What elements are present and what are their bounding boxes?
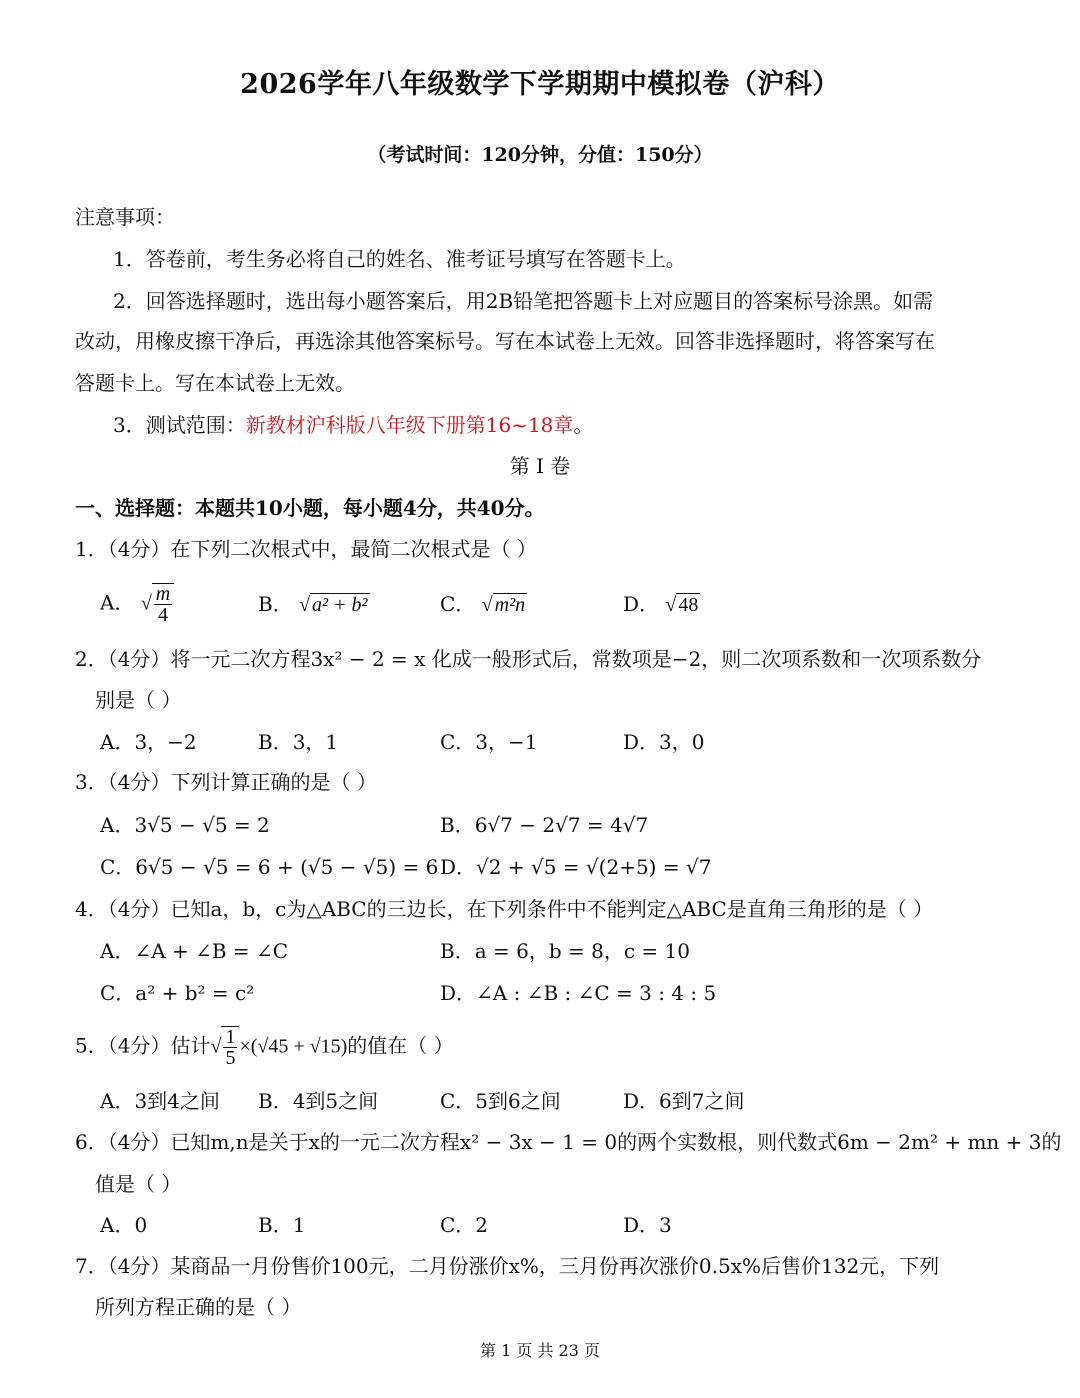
notice-item-1: 1．答卷前，考生务必将自己的姓名、准考证号填写在答题卡上。 (113, 247, 686, 271)
section-heading: 一、选择题：本题共10小题，每小题4分，共40分。 (75, 496, 545, 520)
notice-heading: 注意事项： (75, 205, 175, 229)
q1-d-label: D． (623, 592, 660, 616)
page-footer: 第 1 页 共 23 页 (480, 1341, 600, 1360)
notice-item-2-line3: 答题卡上。写在本试卷上无效。 (75, 371, 355, 395)
q5-option-b: B．4到5之间 (258, 1089, 379, 1113)
exam-info: （考试时间：120分钟，分值：150分） (367, 144, 713, 166)
notice-item-3 (113, 411, 593, 439)
q6-option-a: A．0 (100, 1213, 148, 1237)
q1-option-a (100, 583, 174, 625)
q1-a-numerator: m (155, 583, 171, 605)
q3-option-a: A．3√5 − √5 = 2 (100, 813, 270, 837)
notice-item-2-line1: 2．回答选择题时，选出每小题答案后，用2B铅笔把答题卡上对应题目的答案标号涂黑。如需 (113, 289, 934, 313)
q1-a-denominator: 4 (158, 604, 169, 626)
q6-option-d: D．3 (623, 1213, 672, 1237)
q6-stem-line2: 值是（ ） (95, 1172, 182, 1196)
sqrt-icon: √ (140, 592, 152, 615)
q3-stem: 3．（4分）下列计算正确的是（ ） (75, 770, 377, 794)
q1-a-fraction (152, 583, 174, 625)
q2-option-d: D．3，0 (623, 730, 705, 754)
q1-c-label: C． (440, 592, 476, 616)
q6-stem-line1: 6．（4分）已知m,n是关于x的一元二次方程x² − 3x − 1 = 0的两个实数根，则代数式6m − 2m² + mn + 3的 (75, 1130, 1062, 1154)
q4-option-a: A．∠A + ∠B = ∠C (100, 939, 289, 963)
q1-b-expr: a² + b² (312, 594, 368, 616)
q5-numerator: 1 (225, 1026, 236, 1048)
q2-stem-line1: 2．（4分）将一元二次方程3x² − 2 = x 化成一般形式后，常数项是−2，则二次项系数和一次项系数分 (75, 647, 982, 671)
q1-option-d (623, 590, 700, 619)
q4-option-d: D．∠A : ∠B : ∠C = 3 : 4 : 5 (440, 981, 717, 1005)
q5-option-a: A．3到4之间 (100, 1089, 220, 1113)
volume-label: 第 I 卷 (509, 454, 571, 478)
q7-stem-line1: 7．（4分）某商品一月份售价100元，二月份涨价x%，三月份再次涨价0.5x%后售价132元，下列 (75, 1254, 940, 1278)
q5-stem (75, 1026, 454, 1068)
q2-option-a: A．3，−2 (100, 730, 197, 754)
q3-option-b: B．6√7 − 2√7 = 4√7 (440, 813, 649, 837)
q5-option-d: D．6到7之间 (623, 1089, 745, 1113)
q1-option-c (440, 590, 527, 619)
q5-denominator: 5 (225, 1047, 236, 1069)
q2-stem-line2: 别是（ ） (95, 688, 182, 712)
q1-b-label: B． (258, 592, 293, 616)
q5-fraction (221, 1026, 239, 1068)
page-title: 2026学年八年级数学下学期期中模拟卷（沪科） (240, 69, 840, 100)
notice-item-2-line2: 改动，用橡皮擦干净后，再选涂其他答案标号。写在本试卷上无效。回答非选择题时，将答案写在 (75, 329, 935, 353)
q1-stem: 1．（4分）在下列二次根式中，最简二次根式是（ ） (75, 537, 537, 561)
sqrt-icon: √ (665, 594, 677, 616)
sqrt-icon: √ (210, 1035, 222, 1058)
q7-stem-line2: 所列方程正确的是（ ） (95, 1295, 302, 1319)
q3-option-c: C．6√5 − √5 = 6 + (√5 − √5) = 6 (100, 855, 439, 879)
sqrt-icon: √ (299, 594, 311, 616)
q4-option-b: B．a = 6，b = 8，c = 10 (440, 939, 690, 963)
q1-option-b (258, 590, 370, 619)
notice-item-3-prefix: 3．测试范围： (113, 413, 246, 437)
q1-d-expr: 48 (678, 594, 699, 616)
q5-expr: ×(√45 + √15) (239, 1035, 348, 1058)
test-range: 新教材沪科版八年级下册第16~18章 (245, 413, 574, 437)
q4-option-c: C．a² + b² = c² (100, 981, 255, 1005)
q6-option-b: B．1 (258, 1213, 306, 1237)
q4-stem: 4．（4分）已知a，b，c为△ABC的三边长，在下列条件中不能判定△ABC是直角三角形的是（ ） (75, 897, 934, 921)
notice-item-3-suffix: 。 (573, 413, 594, 437)
q1-a-label: A． (100, 590, 135, 615)
sqrt-icon: √ (481, 594, 493, 616)
q1-c-expr: m²n (494, 594, 526, 616)
q5-option-c: C．5到6之间 (440, 1089, 561, 1113)
q6-option-c: C．2 (440, 1213, 489, 1237)
q3-option-d: D．√2 + √5 = √(2+5) = √7 (440, 855, 712, 879)
q5-suffix: 的值在（ ） (347, 1033, 454, 1058)
q2-option-c: C．3，−1 (440, 730, 538, 754)
q2-option-b: B．3，1 (258, 730, 339, 754)
q5-prefix: 5．（4分）估计 (75, 1033, 211, 1058)
